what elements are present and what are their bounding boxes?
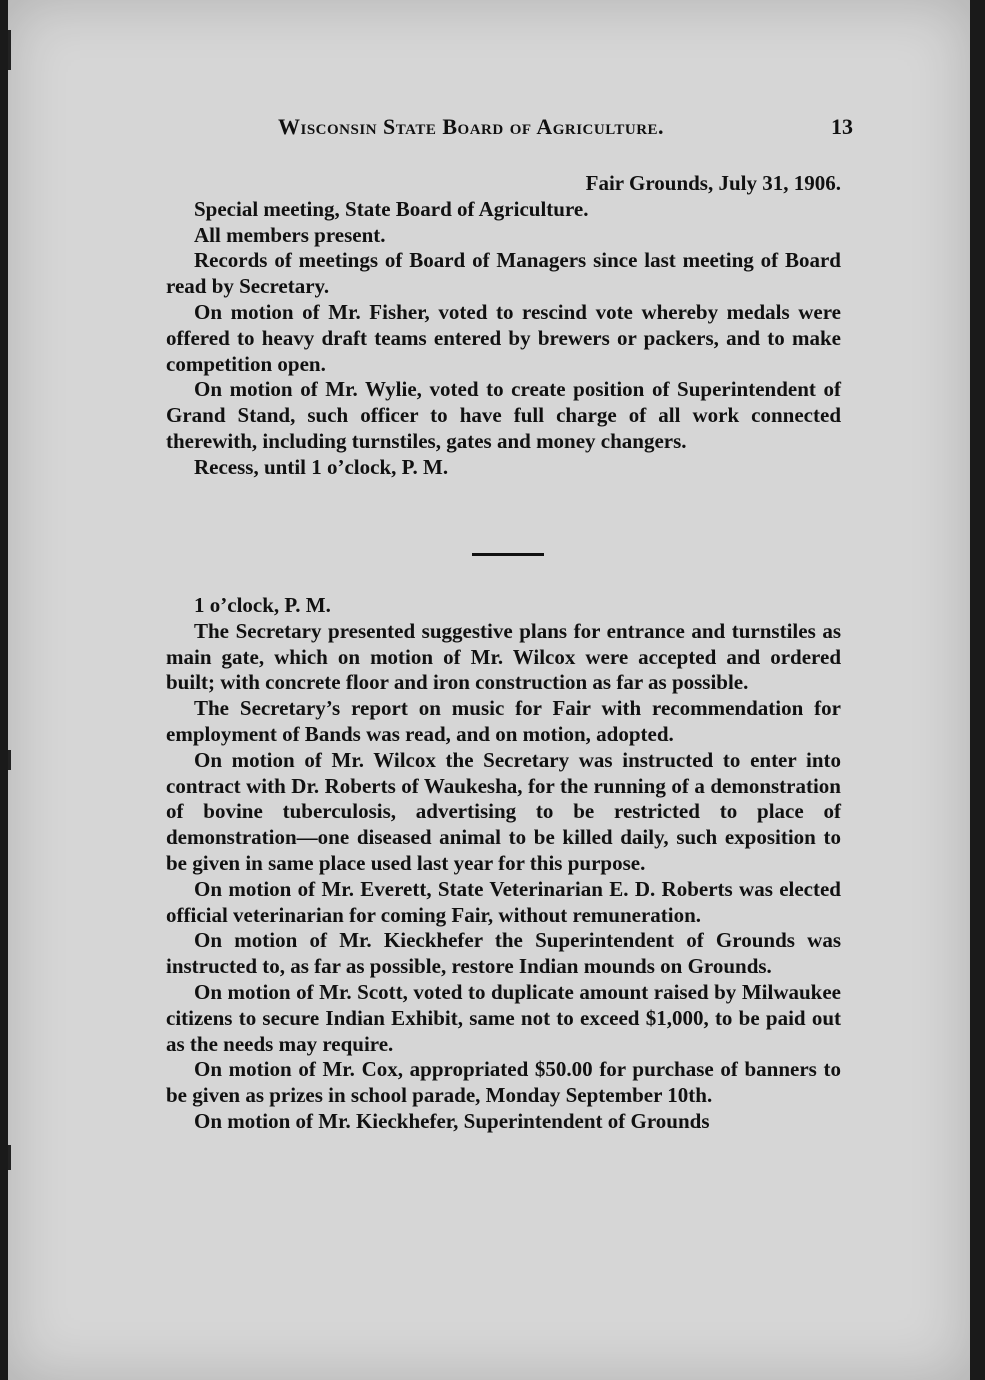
- paragraph: The Secretary’s report on music for Fair with recommendation for employment of Bands was read, and on motion, adopted.: [166, 696, 841, 746]
- dateline: Fair Grounds, July 31, 1906.: [585, 171, 841, 195]
- running-header: [268, 114, 853, 142]
- paragraph: The Secretary presented suggestive plans for entrance and turnstiles as main gate, which on motion of Mr. Wilcox were accepted and ordered built; with concrete floor and iron construction as far as possible.: [166, 618, 841, 695]
- paragraph: On motion of Mr. Wylie, voted to create position of Superintendent of Grand Stand, such officer to have full charge of all work connected therewith, including turnstiles, gates and money changers.: [166, 377, 841, 453]
- paragraph: On motion of Mr. Kieckhefer the Superintendent of Grounds was instructed to, as far as possible, restore Indian mounds on Grounds.: [166, 928, 841, 979]
- page-number: 13: [831, 114, 853, 139]
- left-edge-mark: [8, 1145, 11, 1170]
- left-edge-mark: [8, 30, 11, 70]
- header-title: Wisconsin State Board of Agriculture.: [278, 114, 665, 139]
- paragraph: Records of meetings of Board of Managers since last meeting of Board read by Secretary.: [166, 248, 841, 299]
- paragraph: On motion of Mr. Kieckhefer, Superintendent of Grounds: [194, 1108, 710, 1133]
- paragraph: On motion of Mr. Wilcox the Secretary was instructed to enter into contract with Dr. Roberts of Waukesha, for the running of a demonstration of bovine tuberculosis, advertising to be restricted to place of demonstration—one diseased animal to be killed daily, such exposition to be given in same place used last year for this purpose.: [166, 747, 841, 875]
- left-edge-mark: [8, 750, 11, 770]
- paragraph: All members present.: [194, 222, 386, 247]
- paragraph: On motion of Mr. Everett, State Veterinarian E. D. Roberts was elected official veterinarian for coming Fair, without remuneration.: [166, 876, 841, 927]
- paragraph: Recess, until 1 o’clock, P. M.: [194, 454, 449, 479]
- morning-minutes: [166, 171, 841, 481]
- paragraph: On motion of Mr. Fisher, voted to rescind vote whereby medals were offered to heavy draft teams entered by brewers or packers, and to make competition open.: [166, 299, 841, 376]
- paragraph: On motion of Mr. Cox, appropriated $50.00 for purchase of banners to be given as prizes in school parade, Monday September 10th.: [166, 1057, 841, 1108]
- afternoon-minutes: [166, 593, 841, 1135]
- section-divider: [472, 553, 544, 556]
- document-page: [8, 0, 970, 1380]
- session-time: 1 o’clock, P. M.: [194, 593, 331, 617]
- paragraph: On motion of Mr. Scott, voted to duplicate amount raised by Milwaukee citizens to secure Indian Exhibit, same not to exceed $1,000, to be paid out as the needs may require.: [166, 979, 841, 1056]
- paragraph: Special meeting, State Board of Agriculture.: [194, 196, 589, 221]
